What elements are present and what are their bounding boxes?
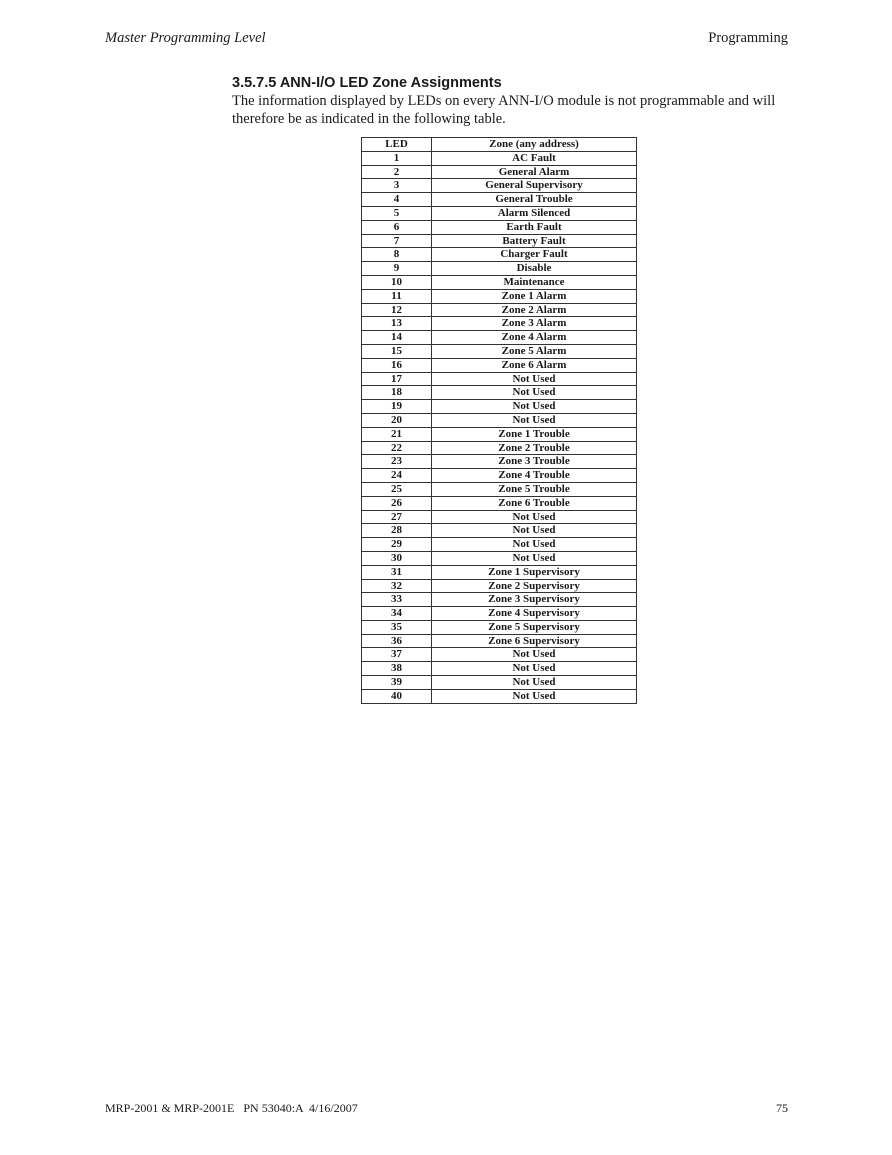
running-header-left: Master Programming Level — [105, 30, 266, 46]
table-row — [362, 400, 637, 414]
led-number-cell: 20 — [362, 413, 432, 427]
led-number-cell: 40 — [362, 689, 432, 703]
led-number-cell: 18 — [362, 386, 432, 400]
zone-assignment-cell: Alarm Silenced — [432, 206, 637, 220]
column-header-led: LED — [362, 138, 432, 152]
table-row — [362, 358, 637, 372]
zone-assignment-cell: Not Used — [432, 676, 637, 690]
led-number-cell: 36 — [362, 634, 432, 648]
led-number-cell: 8 — [362, 248, 432, 262]
led-number-cell: 6 — [362, 220, 432, 234]
led-number-cell: 28 — [362, 524, 432, 538]
led-number-cell: 21 — [362, 427, 432, 441]
table-row — [362, 565, 637, 579]
zone-assignment-cell: Zone 6 Trouble — [432, 496, 637, 510]
table-row — [362, 455, 637, 469]
table-row — [362, 579, 637, 593]
zone-assignment-cell: Zone 1 Alarm — [432, 289, 637, 303]
table-row — [362, 331, 637, 345]
zone-assignment-cell: Not Used — [432, 510, 637, 524]
led-number-cell: 31 — [362, 565, 432, 579]
table-row — [362, 607, 637, 621]
table-row — [362, 593, 637, 607]
led-number-cell: 3 — [362, 179, 432, 193]
zone-assignment-cell: Battery Fault — [432, 234, 637, 248]
table-row — [362, 662, 637, 676]
table-row — [362, 262, 637, 276]
led-number-cell: 39 — [362, 676, 432, 690]
zone-assignment-cell: Zone 6 Supervisory — [432, 634, 637, 648]
zone-assignment-cell: Disable — [432, 262, 637, 276]
led-number-cell: 23 — [362, 455, 432, 469]
table-row — [362, 469, 637, 483]
led-number-cell: 11 — [362, 289, 432, 303]
running-header-right: Programming — [708, 30, 788, 46]
zone-assignment-cell: Zone 2 Trouble — [432, 441, 637, 455]
table-row — [362, 496, 637, 510]
zone-assignment-cell: Zone 5 Alarm — [432, 344, 637, 358]
zone-assignment-cell: General Supervisory — [432, 179, 637, 193]
led-number-cell: 7 — [362, 234, 432, 248]
table-row — [362, 344, 637, 358]
led-number-cell: 33 — [362, 593, 432, 607]
table-row — [362, 151, 637, 165]
zone-assignment-cell: Not Used — [432, 648, 637, 662]
led-number-cell: 37 — [362, 648, 432, 662]
table-row — [362, 689, 637, 703]
table-row — [362, 206, 637, 220]
zone-assignment-cell: Not Used — [432, 413, 637, 427]
zone-assignment-cell: Not Used — [432, 551, 637, 565]
zone-assignment-cell: Zone 5 Supervisory — [432, 620, 637, 634]
zone-assignment-cell: Not Used — [432, 662, 637, 676]
led-number-cell: 2 — [362, 165, 432, 179]
zone-assignment-cell: Maintenance — [432, 275, 637, 289]
zone-assignment-cell: AC Fault — [432, 151, 637, 165]
table-row — [362, 303, 637, 317]
led-number-cell: 13 — [362, 317, 432, 331]
table-header-row — [362, 138, 637, 152]
table-row — [362, 441, 637, 455]
table-row — [362, 220, 637, 234]
zone-assignment-cell: Zone 1 Trouble — [432, 427, 637, 441]
led-number-cell: 22 — [362, 441, 432, 455]
led-number-cell: 14 — [362, 331, 432, 345]
zone-assignment-cell: Not Used — [432, 372, 637, 386]
zone-assignment-cell: Earth Fault — [432, 220, 637, 234]
table-row — [362, 676, 637, 690]
zone-assignment-cell: Zone 3 Supervisory — [432, 593, 637, 607]
intro-paragraph: The information displayed by LEDs on every ANN-I/O module is not programmable and will therefore be as indicated in the following table. — [232, 93, 776, 127]
zone-assignment-cell: Zone 2 Alarm — [432, 303, 637, 317]
table-row — [362, 179, 637, 193]
table-row — [362, 538, 637, 552]
zone-assignment-cell: Not Used — [432, 400, 637, 414]
led-number-cell: 16 — [362, 358, 432, 372]
led-number-cell: 27 — [362, 510, 432, 524]
table-row — [362, 648, 637, 662]
table-row — [362, 551, 637, 565]
led-zone-table — [361, 137, 637, 704]
zone-assignment-cell: Not Used — [432, 386, 637, 400]
zone-assignment-cell: General Alarm — [432, 165, 637, 179]
led-number-cell: 38 — [362, 662, 432, 676]
table-row — [362, 275, 637, 289]
zone-assignment-cell: Not Used — [432, 524, 637, 538]
led-number-cell: 26 — [362, 496, 432, 510]
led-number-cell: 10 — [362, 275, 432, 289]
led-number-cell: 32 — [362, 579, 432, 593]
table-row — [362, 234, 637, 248]
table-row — [362, 165, 637, 179]
zone-assignment-cell: General Trouble — [432, 193, 637, 207]
table-row — [362, 620, 637, 634]
table-row — [362, 248, 637, 262]
zone-assignment-cell: Zone 5 Trouble — [432, 482, 637, 496]
zone-assignment-cell: Not Used — [432, 689, 637, 703]
column-header-zone: Zone (any address) — [432, 138, 637, 152]
table-row — [362, 510, 637, 524]
zone-assignment-cell: Zone 3 Trouble — [432, 455, 637, 469]
table-row — [362, 386, 637, 400]
zone-assignment-cell: Zone 4 Supervisory — [432, 607, 637, 621]
led-number-cell: 4 — [362, 193, 432, 207]
led-number-cell: 9 — [362, 262, 432, 276]
table-row — [362, 427, 637, 441]
led-number-cell: 24 — [362, 469, 432, 483]
table-row — [362, 634, 637, 648]
table-row — [362, 482, 637, 496]
led-number-cell: 1 — [362, 151, 432, 165]
zone-assignment-cell: Zone 3 Alarm — [432, 317, 637, 331]
footer-document-id: MRP-2001 & MRP-2001E PN 53040:A 4/16/2007 — [105, 1101, 358, 1115]
led-number-cell: 25 — [362, 482, 432, 496]
zone-assignment-cell: Not Used — [432, 538, 637, 552]
table-row — [362, 524, 637, 538]
led-number-cell: 35 — [362, 620, 432, 634]
led-number-cell: 5 — [362, 206, 432, 220]
table-row — [362, 193, 637, 207]
led-number-cell: 29 — [362, 538, 432, 552]
table-row — [362, 413, 637, 427]
zone-assignment-cell: Zone 1 Supervisory — [432, 565, 637, 579]
led-number-cell: 15 — [362, 344, 432, 358]
zone-assignment-cell: Zone 2 Supervisory — [432, 579, 637, 593]
led-number-cell: 19 — [362, 400, 432, 414]
table-row — [362, 372, 637, 386]
section-title: 3.5.7.5 ANN-I/O LED Zone Assignments — [232, 75, 502, 91]
table-row — [362, 317, 637, 331]
zone-assignment-cell: Zone 6 Alarm — [432, 358, 637, 372]
table-body — [362, 151, 637, 703]
zone-assignment-cell: Zone 4 Alarm — [432, 331, 637, 345]
led-number-cell: 12 — [362, 303, 432, 317]
page-number: 75 — [776, 1101, 788, 1115]
table-row — [362, 289, 637, 303]
zone-assignment-cell: Charger Fault — [432, 248, 637, 262]
zone-assignment-cell: Zone 4 Trouble — [432, 469, 637, 483]
led-number-cell: 34 — [362, 607, 432, 621]
led-number-cell: 30 — [362, 551, 432, 565]
led-number-cell: 17 — [362, 372, 432, 386]
